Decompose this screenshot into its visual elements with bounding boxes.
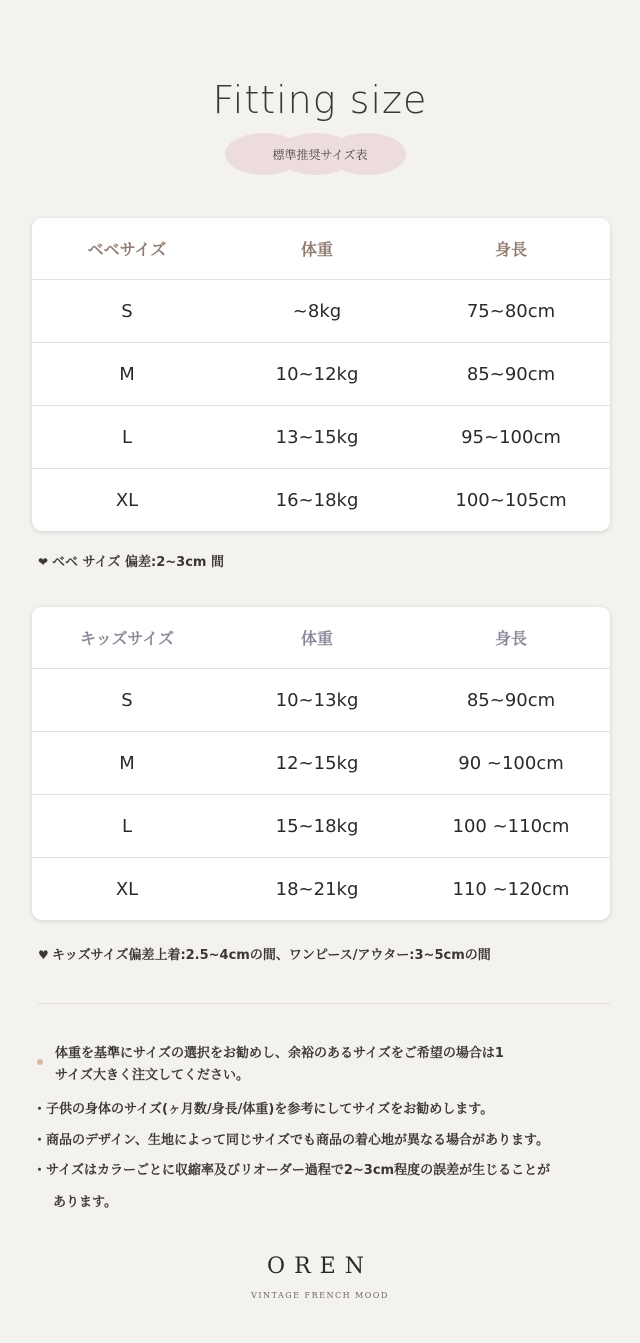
height-cell: 95~100cm	[461, 426, 561, 448]
header-weight: 体重	[300, 629, 333, 648]
weight-cell: 16~18kg	[275, 489, 359, 511]
table-row	[32, 406, 610, 469]
kids-size-table	[32, 607, 610, 920]
size-cell: XL	[115, 489, 139, 511]
size-cell: M	[119, 363, 135, 385]
table-row	[32, 280, 610, 343]
kids-size-note	[38, 944, 491, 963]
baby-size-table	[32, 218, 610, 531]
size-cell: S	[121, 689, 133, 711]
notice-item-continuation: あります。	[53, 1195, 117, 1210]
notice-item: ・商品のデザイン、生地によって同じサイズでも商品の着心地が異なる場合があります。	[33, 1133, 549, 1148]
page-subtitle: 標準推奨サイズ表	[272, 148, 368, 162]
heart-icon: ♥	[38, 948, 49, 962]
header-size: ベベサイズ	[87, 240, 167, 259]
chevron-heart-icon: ❤	[38, 555, 49, 569]
table-row	[32, 732, 610, 795]
table-row	[32, 858, 610, 920]
primary-notice-line2: サイズ大きく注文してください。	[55, 1068, 249, 1083]
size-cell: XL	[115, 878, 139, 900]
weight-cell: 15~18kg	[275, 815, 359, 837]
weight-cell: 10~12kg	[275, 363, 359, 385]
header-size: キッズサイズ	[79, 629, 175, 648]
table-header-row	[32, 218, 610, 280]
size-cell: S	[121, 300, 133, 322]
height-cell: 100 ~110cm	[452, 815, 570, 837]
table-row	[32, 469, 610, 531]
table-row	[32, 795, 610, 858]
height-cell: 85~90cm	[466, 689, 556, 711]
height-cell: 90 ~100cm	[458, 752, 564, 774]
weight-cell: 12~15kg	[275, 752, 359, 774]
weight-cell: 18~21kg	[275, 878, 359, 900]
height-cell: 75~80cm	[466, 300, 556, 322]
size-cell: M	[119, 752, 135, 774]
height-cell: 110 ~120cm	[452, 878, 570, 900]
page-title: Fitting size	[212, 78, 428, 122]
table-row	[32, 669, 610, 732]
bullet-dot-icon	[37, 1059, 43, 1065]
weight-cell: ~8kg	[292, 300, 342, 322]
height-cell: 85~90cm	[466, 363, 556, 385]
section-divider	[38, 1003, 610, 1004]
size-cell: L	[121, 426, 133, 448]
weight-cell: 10~13kg	[275, 689, 359, 711]
kids-note-text: キッズサイズ偏差上着:2.5~4cmの間、ワンピース/アウター:3~5cmの間	[52, 948, 491, 963]
brand-tagline: VINTAGE FRENCH MOOD	[251, 1291, 389, 1300]
baby-note-text: ベベ サイズ 偏差:2~3cm 間	[52, 555, 224, 570]
height-cell: 100~105cm	[455, 489, 567, 511]
header-weight: 体重	[300, 240, 333, 259]
baby-size-note	[38, 551, 224, 570]
primary-notice-line1: 体重を基準にサイズの選択をお勧めし、余裕のあるサイズをご希望の場合は1	[55, 1046, 504, 1061]
brand-logo: OREN	[267, 1254, 373, 1279]
table-header-row	[32, 607, 610, 669]
notice-item: ・サイズはカラーごとに収縮率及びリオーダー過程で2~3cm程度の誤差が生じることが	[33, 1163, 551, 1178]
header-height: 身長	[494, 240, 527, 259]
header-height: 身長	[494, 629, 527, 648]
notice-item: ・子供の身体のサイズ(ヶ月数/身長/体重)を参考にしてサイズをお勧めします。	[33, 1102, 494, 1117]
table-row	[32, 343, 610, 406]
size-cell: L	[121, 815, 133, 837]
primary-notice	[55, 1043, 504, 1087]
weight-cell: 13~15kg	[275, 426, 359, 448]
